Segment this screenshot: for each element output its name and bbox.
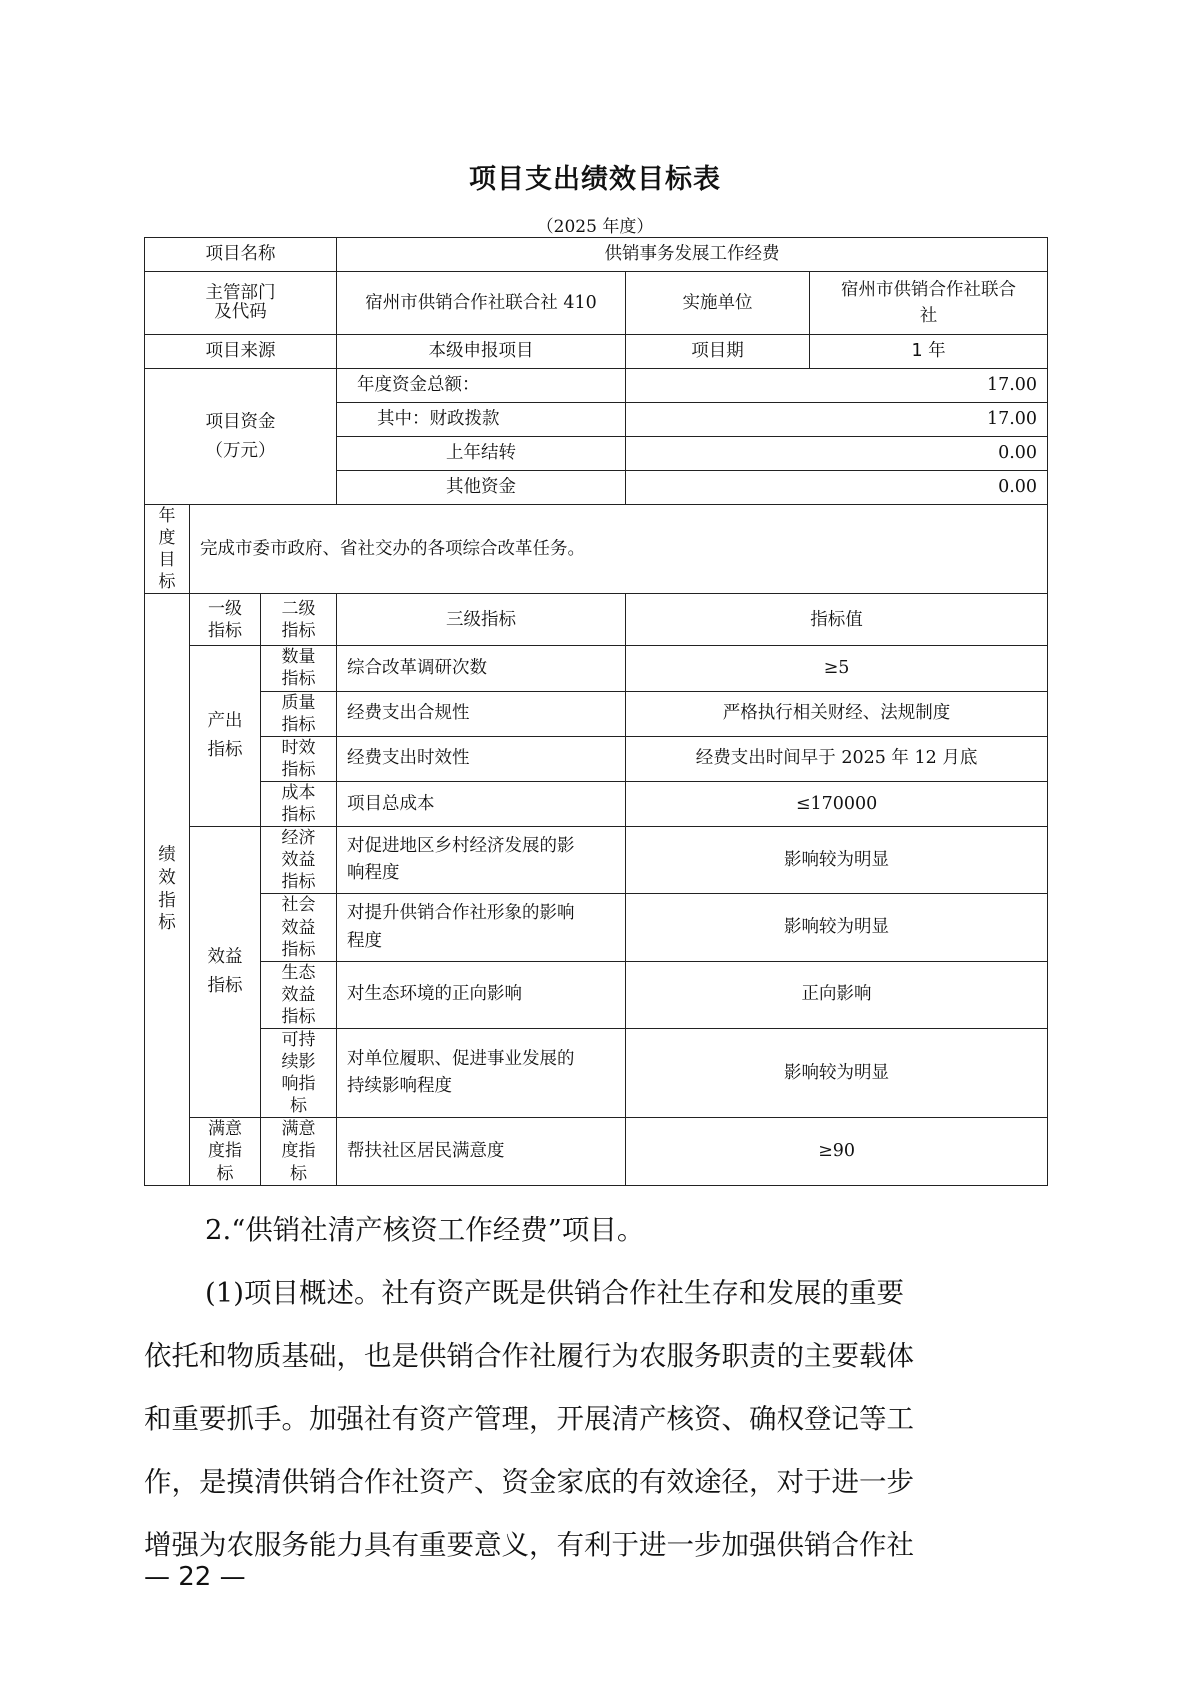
level3-cell: 综合改革调研次数 (337, 646, 626, 691)
level3-cell: 对促进地区乡村经济发展的影 响程度 (337, 827, 626, 894)
annual-goal-value: 完成市委市政府、省社交办的各项综合改革任务。 (190, 505, 1048, 594)
table-row (145, 646, 1048, 691)
annual-goal-label: 年 度 目 标 (145, 505, 190, 594)
table-row (145, 961, 1048, 1028)
indicator-value: 影响较为明显 (626, 827, 1048, 894)
performance-target-table (144, 237, 1048, 1186)
document-title: 项目支出绩效目标表 (469, 164, 721, 195)
funds-label: 项目资金 （万元） (145, 369, 337, 505)
period-value: 1 年 (810, 335, 1048, 369)
header-level2: 二级 指标 (261, 594, 337, 646)
output-indicator-label: 产出 指标 (190, 646, 261, 827)
funds-item-value: 17.00 (626, 403, 1048, 437)
document-subtitle: （2025 年度） (536, 217, 654, 237)
level3-cell: 对单位履职、促进事业发展的 持续影响程度 (337, 1028, 626, 1117)
table-row (145, 691, 1048, 736)
row-department (145, 272, 1048, 335)
funds-item-label: 上年结转 (337, 437, 626, 471)
table-row (145, 781, 1048, 826)
level3-cell: 经费支出合规性 (337, 691, 626, 736)
indicator-value: 正向影响 (626, 961, 1048, 1028)
benefit-indicator-label: 效益 指标 (190, 827, 261, 1118)
satisfaction-value: ≥90 (626, 1118, 1048, 1185)
table-row (145, 894, 1048, 961)
header-value: 指标值 (626, 594, 1048, 646)
level2-cell: 生态 效益 指标 (261, 961, 337, 1028)
level3-cell: 对生态环境的正向影响 (337, 961, 626, 1028)
row-project-name (145, 238, 1048, 272)
paragraph-line: 作，是摸清供销合作社资产、资金家底的有效途径，对于进一步 (144, 1466, 914, 1498)
indicator-value: ≤170000 (626, 781, 1048, 826)
header-level1: 一级 指标 (190, 594, 261, 646)
performance-indicator-label: 绩 效 指 标 (145, 594, 190, 1185)
paragraph-line: 和重要抓手。加强社有资产管理，开展清产核资、确权登记等工 (144, 1403, 914, 1435)
indicator-value: 严格执行相关财经、法规制度 (626, 691, 1048, 736)
level3-cell: 对提升供销合作社形象的影响 程度 (337, 894, 626, 961)
header-level3: 三级指标 (337, 594, 626, 646)
indicator-value: 经费支出时间早于 2025 年 12 月底 (626, 736, 1048, 781)
row-source (145, 335, 1048, 369)
funds-item-value: 17.00 (626, 369, 1048, 403)
section-heading: 2.“供销社清产核资工作经费”项目。 (205, 1214, 645, 1246)
level3-cell: 经费支出时效性 (337, 736, 626, 781)
table-row (145, 736, 1048, 781)
dept-value: 宿州市供销合作社联合社 410 (337, 272, 626, 335)
funds-item-label: 其他资金 (337, 471, 626, 505)
funds-item-label: 其中：财政拨款 (337, 403, 626, 437)
level2-cell: 时效 指标 (261, 736, 337, 781)
project-name-value: 供销事务发展工作经费 (337, 238, 1048, 272)
level2-cell: 经济 效益 指标 (261, 827, 337, 894)
paragraph-line: 增强为农服务能力具有重要意义，有利于进一步加强供销合作社 (144, 1529, 914, 1561)
project-name-label: 项目名称 (145, 238, 337, 272)
row-funds-total (145, 369, 1048, 403)
impl-unit-label: 实施单位 (626, 272, 810, 335)
level2-cell: 可持 续影 响指 标 (261, 1028, 337, 1117)
period-label: 项目期 (626, 335, 810, 369)
body-text (144, 1199, 1039, 1577)
source-label: 项目来源 (145, 335, 337, 369)
row-annual-goal (145, 505, 1048, 594)
level3-cell: 项目总成本 (337, 781, 626, 826)
indicator-value: 影响较为明显 (626, 1028, 1048, 1117)
paragraph-line: 依托和物质基础，也是供销合作社履行为农服务职责的主要载体 (144, 1340, 914, 1372)
paragraph-line: (1)项目概述。社有资产既是供销合作社生存和发展的重要 (205, 1277, 904, 1309)
satisfaction-level2: 满意 度指 标 (261, 1118, 337, 1185)
level2-cell: 社会 效益 指标 (261, 894, 337, 961)
level2-cell: 数量 指标 (261, 646, 337, 691)
indicator-value: ≥5 (626, 646, 1048, 691)
funds-item-value: 0.00 (626, 471, 1048, 505)
level2-cell: 成本 指标 (261, 781, 337, 826)
satisfaction-level1: 满意 度指 标 (190, 1118, 261, 1185)
page-number: — 22 — (144, 1562, 246, 1592)
dept-label: 主管部门 及代码 (145, 272, 337, 335)
satisfaction-level3: 帮扶社区居民满意度 (337, 1118, 626, 1185)
table-row (145, 1118, 1048, 1185)
indicator-value: 影响较为明显 (626, 894, 1048, 961)
source-value: 本级申报项目 (337, 335, 626, 369)
row-indicator-header (145, 594, 1048, 646)
level2-cell: 质量 指标 (261, 691, 337, 736)
table-row (145, 827, 1048, 894)
funds-item-label: 年度资金总额： (337, 369, 626, 403)
table-row (145, 1028, 1048, 1117)
funds-item-value: 0.00 (626, 437, 1048, 471)
impl-unit-value: 宿州市供销合作社联合 社 (810, 272, 1048, 335)
